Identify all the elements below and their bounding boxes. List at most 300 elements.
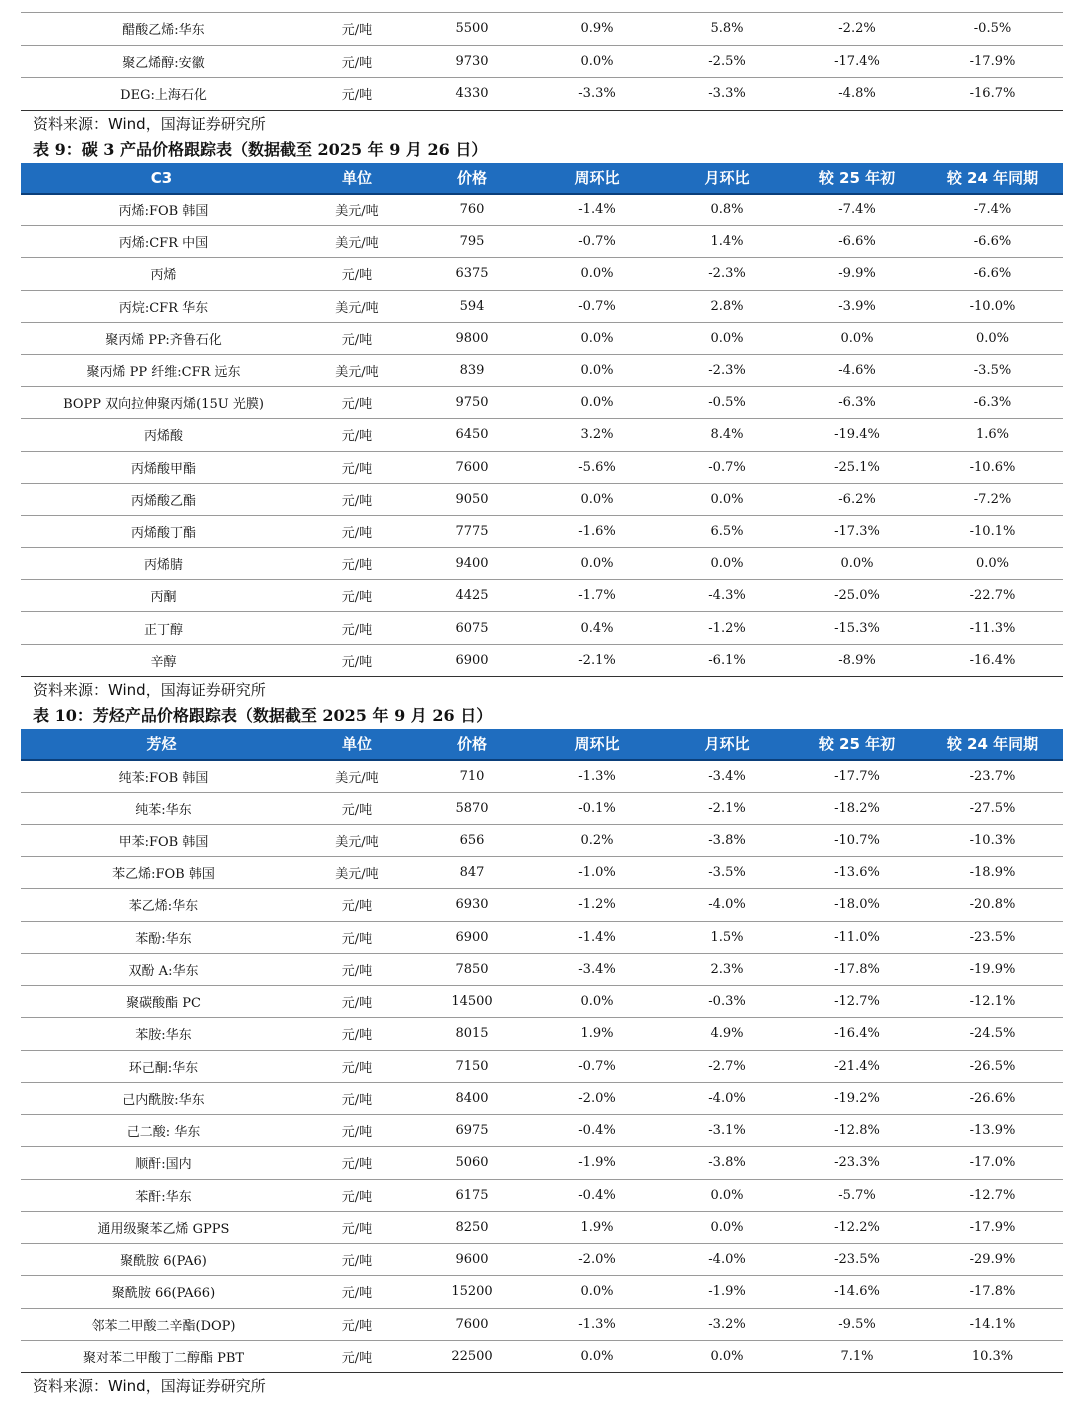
column-header: 芳烃 — [21, 729, 302, 760]
product-name-cell: 丙烯:FOB 韩国 — [21, 194, 302, 226]
table-row — [21, 1308, 1063, 1340]
table-cell: 8400 — [412, 1082, 532, 1114]
table-row — [21, 612, 1063, 644]
product-name-cell: 丙烯酸乙酯 — [21, 483, 302, 515]
table-cell: 0.0% — [792, 322, 922, 354]
table-cell: -7.4% — [922, 194, 1063, 226]
table-cell: -16.7% — [922, 78, 1063, 111]
table-cell: -1.2% — [532, 889, 662, 921]
column-header: 月环比 — [662, 163, 792, 194]
table-cell: -24.5% — [922, 1018, 1063, 1050]
table-row — [21, 483, 1063, 515]
report-page — [21, 12, 1063, 1399]
table-row — [21, 258, 1063, 290]
table-cell: -4.6% — [792, 354, 922, 386]
table-cell: 元/吨 — [302, 1018, 412, 1050]
table-cell: 4330 — [412, 78, 532, 111]
table-cell: 9730 — [412, 45, 532, 78]
table-cell: -1.9% — [532, 1147, 662, 1179]
product-name-cell: 丙烯:CFR 中国 — [21, 226, 302, 258]
table-cell: -23.5% — [922, 921, 1063, 953]
table-cell: -0.5% — [662, 387, 792, 419]
table-cell: 0.0% — [792, 548, 922, 580]
column-header: 单位 — [302, 729, 412, 760]
table-cell: -7.4% — [792, 194, 922, 226]
product-name-cell: 丙烷:CFR 华东 — [21, 290, 302, 322]
product-name-cell: 纯苯:华东 — [21, 792, 302, 824]
table-cell: 795 — [412, 226, 532, 258]
table-cell: -11.0% — [792, 921, 922, 953]
table-cell: 594 — [412, 290, 532, 322]
table-cell: 0.0% — [922, 322, 1063, 354]
table-cell: 0.0% — [532, 258, 662, 290]
table-cell: 元/吨 — [302, 792, 412, 824]
table-cell: -3.9% — [792, 290, 922, 322]
table-cell: 元/吨 — [302, 1308, 412, 1340]
table-cell: -2.0% — [532, 1082, 662, 1114]
table-cell: 元/吨 — [302, 1211, 412, 1243]
table-cell: -2.0% — [532, 1244, 662, 1276]
table-cell: 元/吨 — [302, 322, 412, 354]
table-cell: -12.7% — [922, 1179, 1063, 1211]
column-header: 价格 — [412, 163, 532, 194]
table-row — [21, 1244, 1063, 1276]
table-cell: -3.5% — [662, 857, 792, 889]
table-row — [21, 889, 1063, 921]
product-name-cell: 己内酰胺:华东 — [21, 1082, 302, 1114]
table-cell: -1.6% — [532, 515, 662, 547]
table-cell: -12.8% — [792, 1115, 922, 1147]
table-cell: -12.2% — [792, 1211, 922, 1243]
product-name-cell: 环己酮:华东 — [21, 1050, 302, 1082]
table-row — [21, 1147, 1063, 1179]
product-name-cell: 苯酚:华东 — [21, 921, 302, 953]
product-name-cell: 邻苯二甲酸二辛酯(DOP) — [21, 1308, 302, 1340]
table-cell: 6450 — [412, 419, 532, 451]
table-cell: -12.7% — [792, 986, 922, 1018]
table-cell: -16.4% — [792, 1018, 922, 1050]
table-cell: 元/吨 — [302, 1115, 412, 1147]
table-cell: -4.0% — [662, 1082, 792, 1114]
table-cell: -19.2% — [792, 1082, 922, 1114]
table-cell: -3.3% — [662, 78, 792, 111]
product-name-cell: 丙烯腈 — [21, 548, 302, 580]
table-cell: -18.2% — [792, 792, 922, 824]
table-cell: 元/吨 — [302, 1340, 412, 1372]
table-cell: -17.9% — [922, 45, 1063, 78]
table-row — [21, 387, 1063, 419]
table-cell: 元/吨 — [302, 78, 412, 111]
table-cell: -13.6% — [792, 857, 922, 889]
table-cell: -25.0% — [792, 580, 922, 612]
table-cell: 22500 — [412, 1340, 532, 1372]
table-cell: 元/吨 — [302, 419, 412, 451]
table-cell: 0.0% — [662, 548, 792, 580]
table-cell: -6.6% — [792, 226, 922, 258]
table-cell: -4.3% — [662, 580, 792, 612]
table-cell: 元/吨 — [302, 483, 412, 515]
table-cell: 0.2% — [532, 824, 662, 856]
table-cell: -6.1% — [662, 644, 792, 676]
table-cell: -4.8% — [792, 78, 922, 111]
table-cell: 元/吨 — [302, 258, 412, 290]
table-cell: -14.1% — [922, 1308, 1063, 1340]
column-header: 价格 — [412, 729, 532, 760]
table-cell: 6375 — [412, 258, 532, 290]
table-cell: 0.0% — [532, 483, 662, 515]
table-cell: 7600 — [412, 1308, 532, 1340]
table-cell: 710 — [412, 760, 532, 792]
table-cell: -17.9% — [922, 1211, 1063, 1243]
table-header-row — [21, 163, 1063, 194]
table-cell: 6900 — [412, 921, 532, 953]
table-cell: 5500 — [412, 13, 532, 46]
product-name-cell: 聚丙烯 PP 纤维:CFR 远东 — [21, 354, 302, 386]
table-cell: -17.4% — [792, 45, 922, 78]
table-cell: -6.2% — [792, 483, 922, 515]
source-note: 资料来源：Wind，国海证券研究所 — [33, 680, 266, 699]
table-cell: -25.1% — [792, 451, 922, 483]
table-cell: 元/吨 — [302, 953, 412, 985]
table-cell: -10.1% — [922, 515, 1063, 547]
table-cell: 美元/吨 — [302, 824, 412, 856]
table-cell: -18.0% — [792, 889, 922, 921]
table-cell: -0.5% — [922, 13, 1063, 46]
product-name-cell: DEG:上海石化 — [21, 78, 302, 111]
table-cell: 4425 — [412, 580, 532, 612]
table-cell: -1.3% — [532, 1308, 662, 1340]
table-row — [21, 354, 1063, 386]
table-cell: 9750 — [412, 387, 532, 419]
table-cell: -22.7% — [922, 580, 1063, 612]
table-cell: 2.3% — [662, 953, 792, 985]
table-row — [21, 580, 1063, 612]
product-name-cell: 聚碳酸酯 PC — [21, 986, 302, 1018]
table-cell: -26.5% — [922, 1050, 1063, 1082]
product-name-cell: 苯酐:华东 — [21, 1179, 302, 1211]
table-cell: 元/吨 — [302, 1050, 412, 1082]
table-cell: 7150 — [412, 1050, 532, 1082]
table-cell: 元/吨 — [302, 612, 412, 644]
table-cell: 10.3% — [922, 1340, 1063, 1372]
table-cell: 3.2% — [532, 419, 662, 451]
table-cell: -1.4% — [532, 921, 662, 953]
product-name-cell: 聚乙烯醇:安徽 — [21, 45, 302, 78]
table-row — [21, 986, 1063, 1018]
table-cell: 0.0% — [532, 322, 662, 354]
table-cell: -23.5% — [792, 1244, 922, 1276]
table-cell: 0.4% — [532, 612, 662, 644]
table-row — [21, 548, 1063, 580]
table-cell: 美元/吨 — [302, 290, 412, 322]
table-cell: -3.4% — [532, 953, 662, 985]
table-cell: -1.3% — [532, 760, 662, 792]
table-cell: -21.4% — [792, 1050, 922, 1082]
table-row — [21, 953, 1063, 985]
table-cell: -1.9% — [662, 1276, 792, 1308]
column-header: 单位 — [302, 163, 412, 194]
product-name-cell: 通用级聚苯乙烯 GPPS — [21, 1211, 302, 1243]
table-cell: 4.9% — [662, 1018, 792, 1050]
table-cell: -8.9% — [792, 644, 922, 676]
table-cell: -10.7% — [792, 824, 922, 856]
table-row — [21, 921, 1063, 953]
table-cell: 元/吨 — [302, 580, 412, 612]
table-row — [21, 1018, 1063, 1050]
table-cell: 元/吨 — [302, 1244, 412, 1276]
table-cell: 元/吨 — [302, 889, 412, 921]
source-note: 资料来源：Wind，国海证券研究所 — [33, 1377, 266, 1396]
product-name-cell: 聚酰胺 6(PA6) — [21, 1244, 302, 1276]
table-cell: -17.3% — [792, 515, 922, 547]
table-cell: -19.4% — [792, 419, 922, 451]
table-row — [21, 1050, 1063, 1082]
product-name-cell: 醋酸乙烯:华东 — [21, 13, 302, 46]
table-body — [21, 13, 1063, 111]
table-cell: 760 — [412, 194, 532, 226]
table-cell: 5870 — [412, 792, 532, 824]
table-row — [21, 857, 1063, 889]
table-cell: 5060 — [412, 1147, 532, 1179]
table-cell: 元/吨 — [302, 13, 412, 46]
table-cell: -10.6% — [922, 451, 1063, 483]
table-cell: 6075 — [412, 612, 532, 644]
column-header: 月环比 — [662, 729, 792, 760]
table-cell: -4.0% — [662, 889, 792, 921]
table-cell: -27.5% — [922, 792, 1063, 824]
table-row — [21, 760, 1063, 792]
product-name-cell: 纯苯:FOB 韩国 — [21, 760, 302, 792]
table-cell: 美元/吨 — [302, 354, 412, 386]
table-cell: 元/吨 — [302, 548, 412, 580]
product-name-cell: 正丁醇 — [21, 612, 302, 644]
table-cell: 元/吨 — [302, 986, 412, 1018]
table-cell: 美元/吨 — [302, 194, 412, 226]
table-cell: -1.2% — [662, 612, 792, 644]
table-cell: -14.6% — [792, 1276, 922, 1308]
table-row — [21, 1082, 1063, 1114]
table-cell: -3.2% — [662, 1308, 792, 1340]
table-cell: 7600 — [412, 451, 532, 483]
table-cell: 0.8% — [662, 194, 792, 226]
table-row — [21, 290, 1063, 322]
table-cell: -11.3% — [922, 612, 1063, 644]
table-cell: -2.2% — [792, 13, 922, 46]
table-cell: -2.7% — [662, 1050, 792, 1082]
table-row — [21, 322, 1063, 354]
table-cell: -3.4% — [662, 760, 792, 792]
table-cell: -13.9% — [922, 1115, 1063, 1147]
product-name-cell: BOPP 双向拉伸聚丙烯(15U 光膜) — [21, 387, 302, 419]
table-cell: -6.3% — [792, 387, 922, 419]
table-cell: -0.7% — [532, 1050, 662, 1082]
table-body — [21, 194, 1063, 677]
product-name-cell: 苯胺:华东 — [21, 1018, 302, 1050]
product-name-cell: 丙烯酸甲酯 — [21, 451, 302, 483]
table-row — [21, 45, 1063, 78]
table-cell: 美元/吨 — [302, 760, 412, 792]
table-cell: -5.6% — [532, 451, 662, 483]
table-cell: 15200 — [412, 1276, 532, 1308]
table-cell: 元/吨 — [302, 451, 412, 483]
table-cell: -9.5% — [792, 1308, 922, 1340]
table-cell: -26.6% — [922, 1082, 1063, 1114]
table-cell: 元/吨 — [302, 515, 412, 547]
table-cell: -2.5% — [662, 45, 792, 78]
table-row — [21, 1115, 1063, 1147]
table-cell: -17.8% — [792, 953, 922, 985]
table-cell: 839 — [412, 354, 532, 386]
table-cell: -1.4% — [532, 194, 662, 226]
table-cell: -6.6% — [922, 226, 1063, 258]
table-cell: -10.3% — [922, 824, 1063, 856]
table-cell: 0.0% — [532, 354, 662, 386]
table-cell: 0.0% — [532, 45, 662, 78]
table-header-row — [21, 729, 1063, 760]
product-name-cell: 丙酮 — [21, 580, 302, 612]
table-cell: -6.3% — [922, 387, 1063, 419]
product-name-cell: 辛醇 — [21, 644, 302, 676]
table-cell: -19.9% — [922, 953, 1063, 985]
table-cell: -15.3% — [792, 612, 922, 644]
table-cell: -29.9% — [922, 1244, 1063, 1276]
table-row — [21, 792, 1063, 824]
table-cell: 6930 — [412, 889, 532, 921]
table-cell: 9800 — [412, 322, 532, 354]
table-cell: -0.4% — [532, 1115, 662, 1147]
table-cell: -4.0% — [662, 1244, 792, 1276]
table-cell: 7775 — [412, 515, 532, 547]
table-cell: 元/吨 — [302, 1147, 412, 1179]
product-name-cell: 苯乙烯:FOB 韩国 — [21, 857, 302, 889]
table-cell: 2.8% — [662, 290, 792, 322]
table-cell: 656 — [412, 824, 532, 856]
table-cell: -3.3% — [532, 78, 662, 111]
table-cell: 0.0% — [662, 1340, 792, 1372]
table-row — [21, 451, 1063, 483]
table-cell: 8.4% — [662, 419, 792, 451]
column-header: 周环比 — [532, 163, 662, 194]
product-name-cell: 聚对苯二甲酸丁二醇酯 PBT — [21, 1340, 302, 1372]
product-name-cell: 聚酰胺 66(PA66) — [21, 1276, 302, 1308]
product-name-cell: 己二酸: 华东 — [21, 1115, 302, 1147]
table-row — [21, 1276, 1063, 1308]
product-name-cell: 丙烯酸 — [21, 419, 302, 451]
table-cell: 0.0% — [532, 986, 662, 1018]
table-cell: -3.8% — [662, 824, 792, 856]
table-cell: 6975 — [412, 1115, 532, 1147]
table-row — [21, 1211, 1063, 1243]
table-cell: -23.3% — [792, 1147, 922, 1179]
table-cell: -3.1% — [662, 1115, 792, 1147]
product-name-cell: 丙烯酸丁酯 — [21, 515, 302, 547]
table-cell: -0.3% — [662, 986, 792, 1018]
table-cell: 美元/吨 — [302, 857, 412, 889]
product-name-cell: 聚丙烯 PP:齐鲁石化 — [21, 322, 302, 354]
table-row — [21, 515, 1063, 547]
table-cell: 0.0% — [532, 1340, 662, 1372]
table-cell: -12.1% — [922, 986, 1063, 1018]
table-cell: 元/吨 — [302, 1179, 412, 1211]
table-cell: 1.9% — [532, 1211, 662, 1243]
table-cell: 9400 — [412, 548, 532, 580]
table-cell: -17.0% — [922, 1147, 1063, 1179]
table-cell: -1.7% — [532, 580, 662, 612]
column-header: 较 24 年同期 — [922, 729, 1063, 760]
table-cell: 8015 — [412, 1018, 532, 1050]
table-cell: -0.4% — [532, 1179, 662, 1211]
table-cell: -3.5% — [922, 354, 1063, 386]
table-cell: 8250 — [412, 1211, 532, 1243]
table-row — [21, 419, 1063, 451]
table-cell: -7.2% — [922, 483, 1063, 515]
table-cell: -20.8% — [922, 889, 1063, 921]
table-cell: -3.8% — [662, 1147, 792, 1179]
product-name-cell: 甲苯:FOB 韩国 — [21, 824, 302, 856]
table-cell: -10.0% — [922, 290, 1063, 322]
table-cell: 元/吨 — [302, 644, 412, 676]
table-cell: 9050 — [412, 483, 532, 515]
table-cell: 14500 — [412, 986, 532, 1018]
table-row — [21, 13, 1063, 46]
table-previous-continued — [21, 12, 1063, 111]
table-cell: 元/吨 — [302, 921, 412, 953]
table-cell: 0.0% — [922, 548, 1063, 580]
table-cell: -2.1% — [532, 644, 662, 676]
table-cell: -0.7% — [532, 226, 662, 258]
table-cell: -2.1% — [662, 792, 792, 824]
table-cell: -5.7% — [792, 1179, 922, 1211]
table-c3-prices — [21, 163, 1063, 677]
table-cell: 0.0% — [662, 1211, 792, 1243]
table-cell: -2.3% — [662, 354, 792, 386]
table-caption: 表 9：碳 3 产品价格跟踪表（数据截至 2025 年 9 月 26 日） — [33, 139, 488, 159]
table-caption: 表 10：芳烃产品价格跟踪表（数据截至 2025 年 9 月 26 日） — [33, 705, 493, 725]
table-cell: 元/吨 — [302, 1276, 412, 1308]
table-cell: -17.7% — [792, 760, 922, 792]
table-cell: 0.0% — [532, 1276, 662, 1308]
table-cell: -0.1% — [532, 792, 662, 824]
table-cell: -18.9% — [922, 857, 1063, 889]
product-name-cell: 双酚 A:华东 — [21, 953, 302, 985]
table-body — [21, 760, 1063, 1373]
table-cell: 元/吨 — [302, 387, 412, 419]
table-row — [21, 644, 1063, 676]
table-cell: 1.9% — [532, 1018, 662, 1050]
table-cell: 6900 — [412, 644, 532, 676]
source-note: 资料来源：Wind，国海证券研究所 — [33, 114, 266, 133]
table-cell: 0.0% — [532, 548, 662, 580]
table-cell: 1.4% — [662, 226, 792, 258]
table-cell: -16.4% — [922, 644, 1063, 676]
table-aromatics-prices — [21, 729, 1063, 1373]
table-cell: 0.0% — [662, 1179, 792, 1211]
table-cell: 5.8% — [662, 13, 792, 46]
table-cell: 6.5% — [662, 515, 792, 547]
table-cell: 0.0% — [662, 322, 792, 354]
table-cell: -17.8% — [922, 1276, 1063, 1308]
product-name-cell: 顺酐:国内 — [21, 1147, 302, 1179]
column-header: C3 — [21, 163, 302, 194]
column-header: 周环比 — [532, 729, 662, 760]
table-cell: -0.7% — [532, 290, 662, 322]
table-cell: -1.0% — [532, 857, 662, 889]
table-cell: 9600 — [412, 1244, 532, 1276]
table-cell: -6.6% — [922, 258, 1063, 290]
table-cell: -0.7% — [662, 451, 792, 483]
column-header: 较 24 年同期 — [922, 163, 1063, 194]
table-row — [21, 194, 1063, 226]
